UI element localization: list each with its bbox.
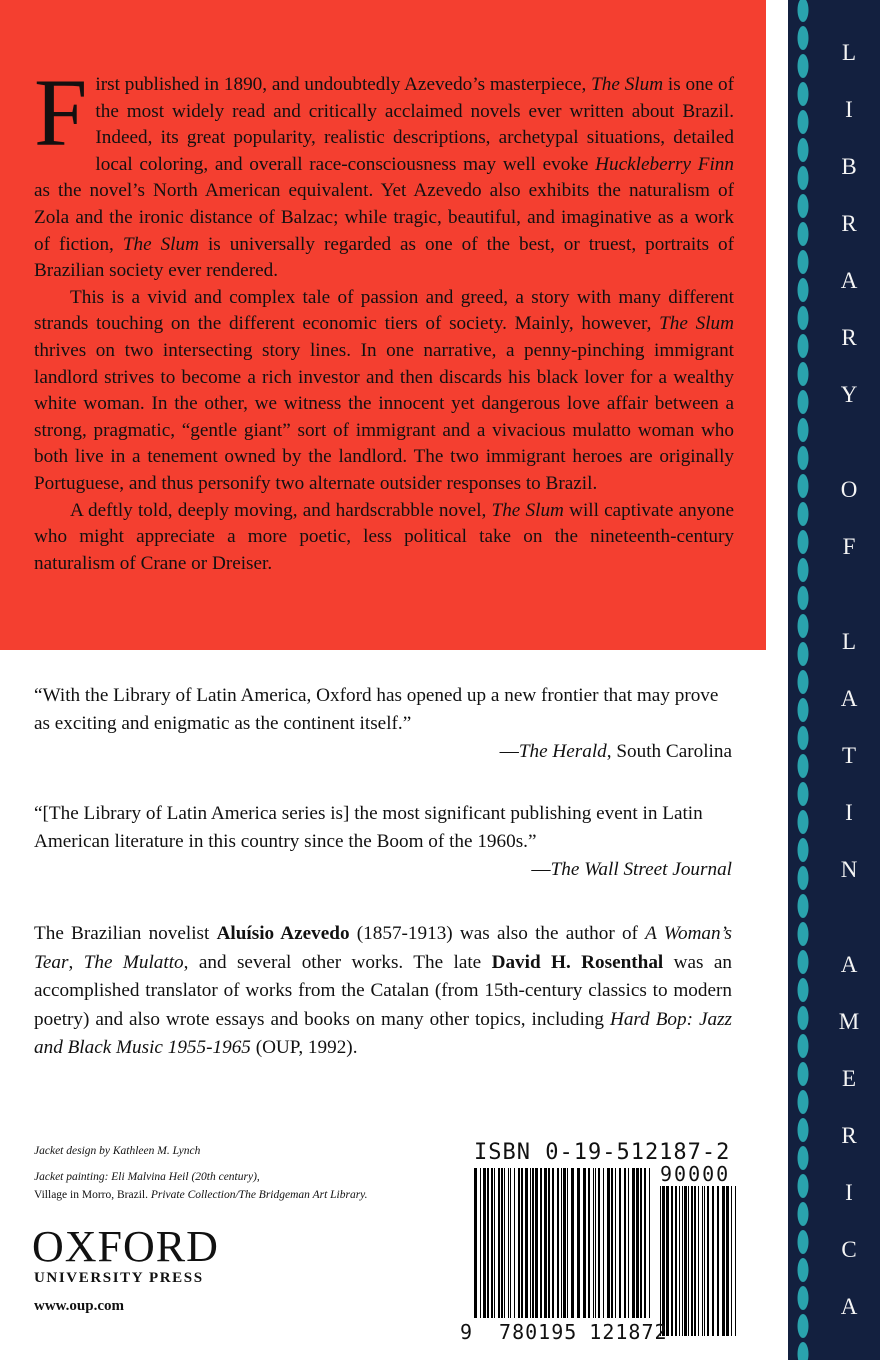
text-run: This is a vivid and complex tale of passion and greed, a story with many different strands touching on the different economic tiers of society. Mainly, however, <box>34 286 734 335</box>
review-source-location: , South Carolina <box>606 741 732 762</box>
barcode-bar <box>688 1186 689 1336</box>
jacket-credits <box>34 1138 434 1204</box>
spine-bead <box>798 1230 809 1254</box>
spine-letter: I <box>845 97 853 122</box>
spine-letter: A <box>840 952 858 977</box>
spine-bead <box>798 558 809 582</box>
italic-title: The Mulatto <box>83 951 184 973</box>
barcode-bar <box>702 1186 703 1336</box>
series-spine <box>788 0 880 1360</box>
spine-bead <box>798 54 809 78</box>
barcode-bar <box>593 1168 594 1318</box>
spine-letter: E <box>841 1066 857 1091</box>
ean-number <box>460 1320 668 1344</box>
oxford-logo: OXFORD <box>32 1222 219 1271</box>
spine-bead <box>798 446 809 470</box>
italic-title: The Slum <box>591 74 664 95</box>
barcode-bar <box>607 1168 610 1318</box>
spine-letter: T <box>841 743 857 768</box>
barcode-bar <box>498 1168 500 1318</box>
spine-letter: C <box>841 1237 857 1262</box>
barcode-bar <box>644 1168 646 1318</box>
barcode-bar <box>521 1168 523 1318</box>
spine-letter: R <box>841 211 857 236</box>
barcode-bar <box>487 1168 489 1318</box>
spine-bead <box>798 250 809 274</box>
review-quote-text: “[The Library of Latin America series is] the most significant publishing event in Latin American literature in this country since the Boom of the 1960s.” <box>34 803 703 852</box>
italic-title: A Woman’s Tear <box>34 923 732 973</box>
italic-title: The Slum <box>491 499 564 521</box>
spine-bead <box>798 642 809 666</box>
spine-bead <box>798 978 809 1002</box>
publisher-url[interactable]: www.oup.com <box>34 1298 125 1314</box>
barcode-bar <box>628 1168 629 1318</box>
text-run: , and several other works. The late <box>183 951 492 973</box>
jacket-painting-label: Jacket painting: Eli Malvina Heil (20th century), <box>34 1171 260 1183</box>
italic-title: The Slum <box>122 233 199 255</box>
spine-bead <box>798 782 809 806</box>
barcode-bar <box>694 1186 696 1336</box>
italic-title: Huckleberry Finn <box>595 153 734 175</box>
barcode-bar <box>571 1168 574 1318</box>
spine-bead <box>798 614 809 638</box>
synopsis-paragraph-2 <box>34 285 734 498</box>
spine-bead <box>798 1034 809 1058</box>
barcode-bar <box>510 1168 511 1318</box>
synopsis-panel <box>0 0 766 650</box>
review-source-name: The Wall Street Journal <box>550 859 732 880</box>
jacket-painting-credit <box>34 1168 434 1204</box>
barcode-bar <box>563 1168 566 1318</box>
synopsis-paragraph-1-body <box>34 59 734 282</box>
barcode-bar <box>525 1168 528 1318</box>
barcode-bar <box>508 1168 509 1318</box>
spine-bead <box>798 1286 809 1310</box>
spine-letter: F <box>842 534 856 559</box>
barcode-bar <box>717 1186 719 1336</box>
spine-bead <box>798 1174 809 1198</box>
barcode-bar <box>682 1186 683 1336</box>
spine-bead <box>798 362 809 386</box>
spine-bead <box>798 26 809 50</box>
spine-bead <box>798 922 809 946</box>
barcode-main <box>474 1168 652 1318</box>
spine-bead <box>798 1146 809 1170</box>
barcode-bar <box>640 1168 642 1318</box>
drop-cap: F <box>34 59 88 166</box>
spine-letter: A <box>840 268 858 293</box>
barcode-bar <box>691 1186 693 1336</box>
text-run: is one of the most widely read and critically acclaimed novels ever written about Brazil. Indeed, its great popularity, realistic descriptions, archetypal situations, detailed local coloring, and overall race-consciousness may well evoke <box>95 74 734 175</box>
text-run: A deftly told, deeply moving, and hardscrabble novel, <box>70 499 492 521</box>
barcode-bar <box>636 1168 639 1318</box>
spine-bead <box>798 1314 809 1338</box>
spine-bead <box>798 1062 809 1086</box>
spine-bead-chain <box>788 0 818 1360</box>
spine-bead <box>798 0 809 22</box>
author-name: David H. Rosenthal <box>491 951 664 973</box>
spine-letter: A <box>840 686 858 711</box>
synopsis-paragraph-1 <box>34 59 734 285</box>
barcode-bar <box>698 1186 699 1336</box>
spine-bead <box>798 838 809 862</box>
spine-bead <box>798 530 809 554</box>
review-quote-wsj <box>34 800 732 884</box>
text-run: is universally regarded as one of the best, or truest, portraits of Brazilian society ever rendered. <box>34 233 734 282</box>
spine-bead <box>798 222 809 246</box>
barcode-bar <box>530 1168 531 1318</box>
spine-letter: Y <box>840 382 858 407</box>
barcode-bar <box>660 1186 661 1336</box>
barcode-bar <box>615 1168 616 1318</box>
barcode-bar <box>704 1186 705 1336</box>
barcode-bar <box>662 1186 665 1336</box>
barcode-bar <box>552 1168 554 1318</box>
barcode-bar <box>707 1186 709 1336</box>
barcode-bar <box>518 1168 520 1318</box>
barcode-bar <box>666 1186 669 1336</box>
spine-bead <box>798 418 809 442</box>
spine-bead <box>798 950 809 974</box>
spine-bead <box>798 670 809 694</box>
italic-title: The Slum <box>659 313 734 335</box>
review-quote-dash: — <box>531 859 551 880</box>
text-run: , <box>68 951 84 973</box>
text-run: was an accomplished translator of works from the Catalan (from 15th-century classics to modern poetry) and also wrote essays and books on many other topics, including <box>34 951 733 1030</box>
text-run: as the novel’s North American equivalent. Yet Azevedo also exhibits the naturalism of Zola and the ironic distance of Balzac; while tragic, beautiful, and imaginative as a work of fiction, <box>34 180 734 255</box>
review-quote-dash: — <box>499 741 519 762</box>
spine-bead <box>798 474 809 498</box>
barcode-bar <box>611 1168 613 1318</box>
barcode-bar <box>548 1168 550 1318</box>
spine-bead <box>798 894 809 918</box>
spine-letter: I <box>845 1180 853 1205</box>
spine-bead <box>798 194 809 218</box>
review-quote-source <box>34 856 732 884</box>
barcode-bar <box>540 1168 542 1318</box>
jacket-painting-collection: Private Collection/The Bridgeman Art Library. <box>150 1189 368 1201</box>
spine-bead <box>798 390 809 414</box>
barcode-bar <box>619 1168 621 1318</box>
text-run: (OUP, 1992). <box>250 1037 358 1059</box>
spine-letter: A <box>840 1294 858 1319</box>
spine-bead <box>798 1090 809 1114</box>
review-quote-herald <box>34 682 732 766</box>
synopsis-paragraph-3 <box>34 498 734 578</box>
text-run: The Brazilian novelist <box>34 923 217 944</box>
barcode-bar <box>532 1168 534 1318</box>
barcode-bar <box>514 1168 515 1318</box>
review-source-name: The Herald <box>518 741 607 762</box>
spine-title <box>818 28 880 1358</box>
ean-right-group: 121872 <box>589 1320 668 1344</box>
spine-letter: R <box>841 325 857 350</box>
barcode-bar <box>722 1186 725 1336</box>
spine-letter: N <box>840 857 858 882</box>
barcode-bar <box>491 1168 493 1318</box>
synopsis-text <box>34 59 734 577</box>
spine-bead <box>798 138 809 162</box>
barcode-bar <box>675 1186 677 1336</box>
ean-left-group: 780195 <box>499 1320 578 1344</box>
barcode-addon <box>660 1186 738 1336</box>
barcode-bar <box>684 1186 687 1336</box>
barcode-bar <box>561 1168 562 1318</box>
barcode-addon-number: 90000 <box>660 1162 731 1186</box>
author-bio <box>34 920 732 1063</box>
jacket-design-credit <box>34 1138 434 1164</box>
barcode-bar <box>735 1186 736 1336</box>
isbn-label: ISBN 0-19-512187-2 <box>474 1140 731 1165</box>
barcode-bar <box>501 1168 503 1318</box>
barcode-bar <box>595 1168 596 1318</box>
barcode-bar <box>649 1168 650 1318</box>
spine-letter: O <box>840 477 858 502</box>
spine-bead <box>798 866 809 890</box>
barcode-bar <box>535 1168 538 1318</box>
barcode-bar <box>588 1168 590 1318</box>
spine-bead <box>798 1006 809 1030</box>
barcode-bar <box>544 1168 547 1318</box>
barcode-bar <box>671 1186 673 1336</box>
spine-bead <box>798 698 809 722</box>
spine-letter: L <box>841 629 857 654</box>
publisher-name: UNIVERSITY PRESS <box>34 1270 204 1286</box>
italic-title: Hard Bop: Jazz and Black Music 1955-1965 <box>34 1008 732 1059</box>
barcode-bar <box>624 1168 626 1318</box>
text-run: will captivate anyone who might appreciate a more poetic, less political take on the nineteenth-century naturalism of Crane or Dreiser. <box>34 499 734 574</box>
barcode-bar <box>494 1168 495 1318</box>
author-name: Aluísio Azevedo <box>216 923 350 944</box>
jacket-design-text: Jacket design by Kathleen M. Lynch <box>34 1145 201 1157</box>
barcode-bar <box>679 1186 680 1336</box>
spine-bead <box>798 1118 809 1142</box>
barcode-bar <box>480 1168 481 1318</box>
spine-letter: R <box>841 1123 857 1148</box>
barcode-bar <box>557 1168 559 1318</box>
spine-letter: L <box>841 40 857 65</box>
spine-bead <box>798 502 809 526</box>
barcode-bar <box>583 1168 586 1318</box>
barcode-bar <box>731 1186 732 1336</box>
text-run: (1857-1913) was also the author of <box>349 923 646 944</box>
spine-bead <box>798 1342 809 1360</box>
review-quote-source <box>34 738 732 766</box>
barcode-bar <box>577 1168 580 1318</box>
spine-letter: B <box>841 154 857 179</box>
barcode-bar <box>504 1168 505 1318</box>
spine-bead <box>798 1258 809 1282</box>
spine-letter: I <box>845 800 853 825</box>
spine-bead <box>798 1202 809 1226</box>
text-run: thrives on two intersecting story lines. In one narrative, a penny-pinching immigrant landlord strives to become a rich investor and then discards his black lover for a wealthy white woman. In the other, we witness the innocent yet dangerous love affair between a strong, pragmatic, “gentle giant” sort of immigrant and a vivacious mulatto woman who both live in a tenement owned by the landlord. The two immigrant heroes are originally Portuguese, and thus personify two alternate outsider responses to Brazil. <box>34 339 734 494</box>
spine-bead <box>798 82 809 106</box>
barcode-bar <box>483 1168 486 1318</box>
barcode-bar <box>567 1168 568 1318</box>
jacket-painting-place: Village in Morro, Brazil. <box>34 1189 151 1201</box>
spine-bead <box>798 278 809 302</box>
spine-bead <box>798 754 809 778</box>
spine-bead <box>798 166 809 190</box>
barcode-bar <box>632 1168 635 1318</box>
spine-bead <box>798 110 809 134</box>
spine-bead <box>798 810 809 834</box>
barcode-bar <box>603 1168 604 1318</box>
text-run: irst published in 1890, and undoubtedly Azevedo’s masterpiece, <box>95 74 592 95</box>
spine-bead <box>798 586 809 610</box>
barcode-bar <box>712 1186 714 1336</box>
barcode-bar <box>474 1168 477 1318</box>
spine-letter: M <box>838 1009 860 1034</box>
spine-bead <box>798 726 809 750</box>
barcode-bar <box>598 1168 600 1318</box>
spine-bead <box>798 306 809 330</box>
barcode-bar <box>726 1186 729 1336</box>
ean-lead-digit: 9 <box>460 1320 474 1344</box>
spine-bead <box>798 334 809 358</box>
review-quote-text: “With the Library of Latin America, Oxford has opened up a new frontier that may prove as exciting and enigmatic as the continent itself.” <box>34 685 719 734</box>
